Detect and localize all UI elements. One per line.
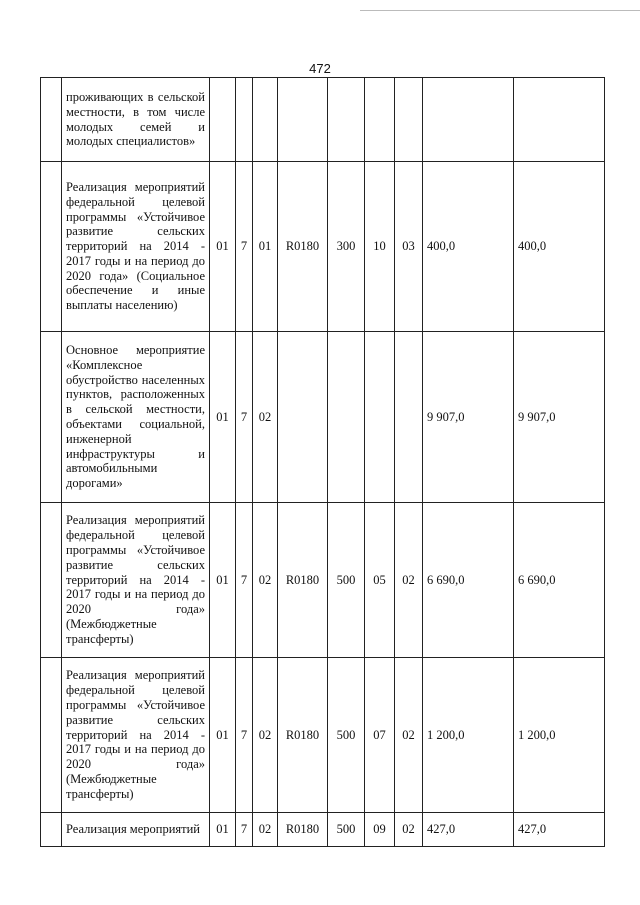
code-subsection-cell bbox=[395, 332, 423, 503]
row-name-cell: Реализация мероприятий bbox=[62, 813, 210, 847]
code-section-cell: 09 bbox=[365, 813, 395, 847]
code-event-cell: 01 bbox=[253, 162, 278, 332]
amount-total-cell: 400,0 bbox=[514, 162, 605, 332]
row-name-cell: Реализация мероприятий федеральной целевой программы «Устойчивое развитие сельских территорий на 2014 - 2017 годы и на период до 2020 года» (Межбюджетные трансферты) bbox=[62, 503, 210, 658]
amount-total-cell: 1 200,0 bbox=[514, 658, 605, 813]
code-section-cell: 10 bbox=[365, 162, 395, 332]
page-number: 472 bbox=[309, 61, 331, 76]
amount-plan-cell bbox=[423, 78, 514, 162]
table-row bbox=[41, 503, 605, 658]
amount-total-cell: 427,0 bbox=[514, 813, 605, 847]
blank-cell bbox=[41, 658, 62, 813]
code-subprogram-cell: 7 bbox=[236, 658, 253, 813]
code-program-cell: 01 bbox=[210, 162, 236, 332]
code-expense-type-cell bbox=[328, 78, 365, 162]
blank-cell bbox=[41, 78, 62, 162]
code-subprogram-cell: 7 bbox=[236, 332, 253, 503]
code-section-cell bbox=[365, 332, 395, 503]
code-program-cell: 01 bbox=[210, 658, 236, 813]
code-subsection-cell: 02 bbox=[395, 813, 423, 847]
code-event-cell bbox=[253, 78, 278, 162]
amount-plan-cell: 6 690,0 bbox=[423, 503, 514, 658]
code-expense-type-cell: 500 bbox=[328, 658, 365, 813]
code-expense-type-cell: 500 bbox=[328, 813, 365, 847]
code-subsection-cell: 02 bbox=[395, 658, 423, 813]
code-event-cell: 02 bbox=[253, 658, 278, 813]
blank-cell bbox=[41, 503, 62, 658]
amount-plan-cell: 9 907,0 bbox=[423, 332, 514, 503]
code-section-cell: 07 bbox=[365, 658, 395, 813]
code-expense-type-cell: 300 bbox=[328, 162, 365, 332]
row-name-cell: проживающих в сельской местности, в том числе молодых семей и молодых специалистов» bbox=[62, 78, 210, 162]
code-direction-cell: R0180 bbox=[278, 503, 328, 658]
amount-total-cell: 6 690,0 bbox=[514, 503, 605, 658]
row-name-cell: Реализация мероприятий федеральной целевой программы «Устойчивое развитие сельских территорий на 2014 - 2017 годы и на период до 2020 года» (Межбюджетные трансферты) bbox=[62, 658, 210, 813]
code-direction-cell: R0180 bbox=[278, 162, 328, 332]
code-expense-type-cell bbox=[328, 332, 365, 503]
blank-cell bbox=[41, 162, 62, 332]
code-section-cell: 05 bbox=[365, 503, 395, 658]
code-expense-type-cell: 500 bbox=[328, 503, 365, 658]
code-program-cell: 01 bbox=[210, 332, 236, 503]
code-subsection-cell: 02 bbox=[395, 503, 423, 658]
row-name-cell: Основное мероприятие «Комплексное обустройство населенных пунктов, расположенных в сельской местности, объектами социальной, инженерной инфраструктуры и автомобильными дорогами» bbox=[62, 332, 210, 503]
code-section-cell bbox=[365, 78, 395, 162]
top-rule bbox=[360, 10, 640, 11]
code-subsection-cell: 03 bbox=[395, 162, 423, 332]
code-subsection-cell bbox=[395, 78, 423, 162]
blank-cell bbox=[41, 332, 62, 503]
amount-plan-cell: 1 200,0 bbox=[423, 658, 514, 813]
table-row bbox=[41, 162, 605, 332]
table-row bbox=[41, 658, 605, 813]
code-program-cell bbox=[210, 78, 236, 162]
blank-cell bbox=[41, 813, 62, 847]
table-row bbox=[41, 78, 605, 162]
code-program-cell: 01 bbox=[210, 813, 236, 847]
code-direction-cell bbox=[278, 332, 328, 503]
table-body bbox=[41, 78, 605, 847]
amount-total-cell: 9 907,0 bbox=[514, 332, 605, 503]
amount-total-cell bbox=[514, 78, 605, 162]
code-event-cell: 02 bbox=[253, 332, 278, 503]
code-subprogram-cell: 7 bbox=[236, 813, 253, 847]
code-program-cell: 01 bbox=[210, 503, 236, 658]
amount-plan-cell: 400,0 bbox=[423, 162, 514, 332]
code-subprogram-cell bbox=[236, 78, 253, 162]
code-event-cell: 02 bbox=[253, 503, 278, 658]
table-row bbox=[41, 813, 605, 847]
code-subprogram-cell: 7 bbox=[236, 162, 253, 332]
code-direction-cell bbox=[278, 78, 328, 162]
amount-plan-cell: 427,0 bbox=[423, 813, 514, 847]
code-subprogram-cell: 7 bbox=[236, 503, 253, 658]
code-event-cell: 02 bbox=[253, 813, 278, 847]
row-name-cell: Реализация мероприятий федеральной целевой программы «Устойчивое развитие сельских территорий на 2014 - 2017 годы и на период до 2020 года» (Социальное обеспечение и иные выплаты населению) bbox=[62, 162, 210, 332]
code-direction-cell: R0180 bbox=[278, 813, 328, 847]
budget-table bbox=[40, 77, 605, 847]
code-direction-cell: R0180 bbox=[278, 658, 328, 813]
table-row bbox=[41, 332, 605, 503]
